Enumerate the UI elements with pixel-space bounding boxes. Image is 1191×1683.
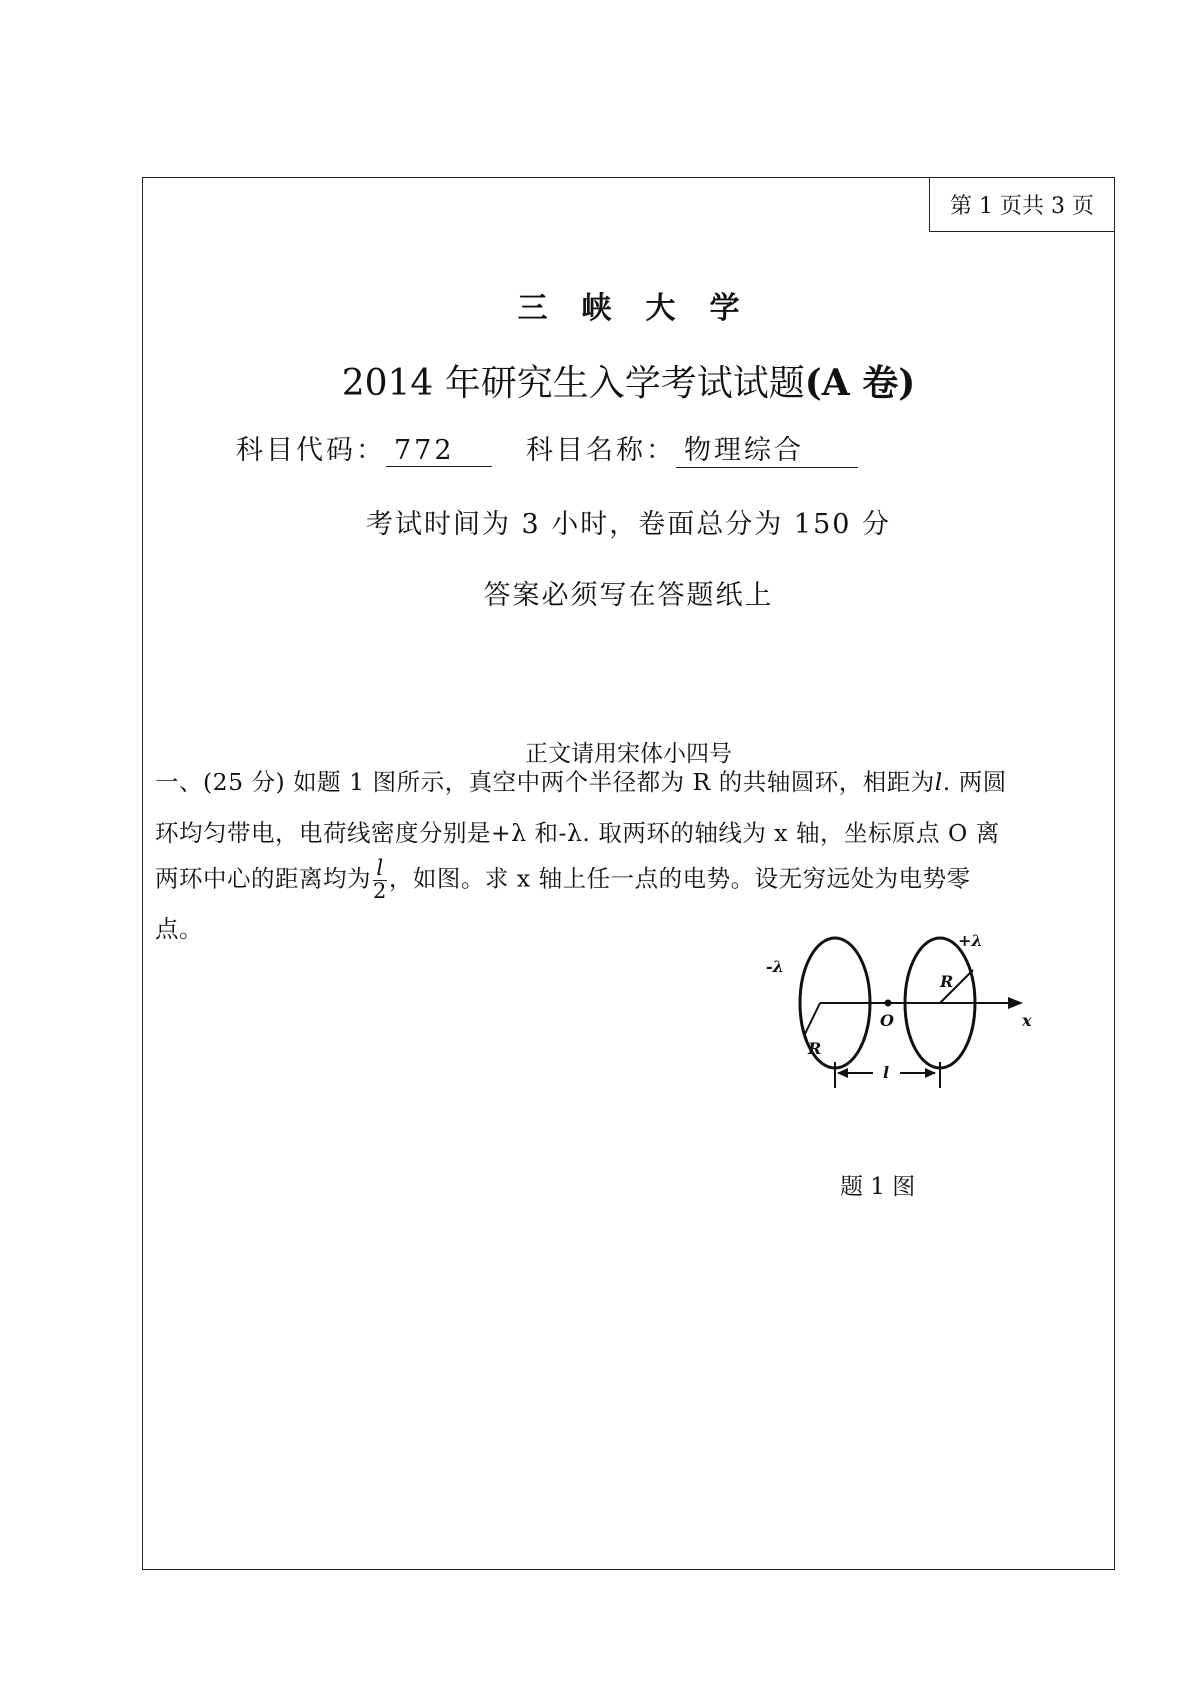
dimension-arrow-left (837, 1068, 848, 1078)
dimension-arrow-right (925, 1068, 936, 1078)
question1-line1 (155, 768, 1105, 796)
question1-line2: 环均匀带电，电荷线密度分别是+λ 和-λ. 取两环的轴线为 x 轴，坐标原点 O 离 (155, 819, 1000, 847)
question1-text: ，如图。求 x 轴上任一点的电势。设无穷远处为电势零 (388, 864, 971, 893)
fraction-numerator: l (373, 858, 387, 881)
subject-line (236, 428, 858, 468)
question1-text: . 两圆 (942, 768, 1007, 796)
left-radius-label: R (808, 1039, 822, 1058)
school-name: 三峡大学 (517, 291, 774, 326)
question1-text: 一、(25 分) 如题 1 图所示，真空中两个半径都为 R 的共轴圆环，相距为 (155, 768, 935, 796)
body-note: 正文请用宋体小四号 (525, 741, 732, 767)
fraction-denominator: 2 (373, 879, 387, 903)
x-axis-arrow (1008, 997, 1023, 1009)
origin-point (885, 1000, 892, 1007)
page-indicator: 第 1 页共 3 页 (929, 177, 1115, 232)
right-charge-label: +λ (958, 931, 983, 950)
question1-line3 (155, 858, 1105, 902)
exam-title-paper: (A 卷) (804, 362, 916, 404)
subject-code: 772 (386, 435, 492, 467)
exam-title-main: 2014 年研究生入学考试试题 (341, 363, 805, 404)
subject-name: 物理综合 (676, 428, 858, 468)
subject-code-label: 科目代码： (236, 435, 386, 466)
axis-label: x (1022, 1011, 1032, 1030)
left-radius-line (804, 1003, 820, 1036)
figure-1-coaxial-rings (768, 930, 1038, 1090)
figure-caption: 题 1 图 (840, 1174, 916, 1200)
question1-text: 两环中心的距离均为 (155, 864, 371, 893)
question1-line4: 点。 (155, 915, 203, 943)
fraction-l-over-2 (373, 858, 387, 902)
left-charge-label: -λ (766, 957, 784, 976)
subject-name-label: 科目名称： (526, 435, 676, 466)
distance-label: l (883, 1063, 890, 1082)
origin-label: O (880, 1011, 894, 1030)
right-radius-label: R (940, 972, 954, 991)
answer-info: 答案必须写在答题纸上 (483, 580, 774, 611)
exam-title (142, 355, 1115, 406)
time-info: 考试时间为 3 小时，卷面总分为 150 分 (365, 509, 892, 540)
question1-symbol-l: l (934, 768, 943, 796)
